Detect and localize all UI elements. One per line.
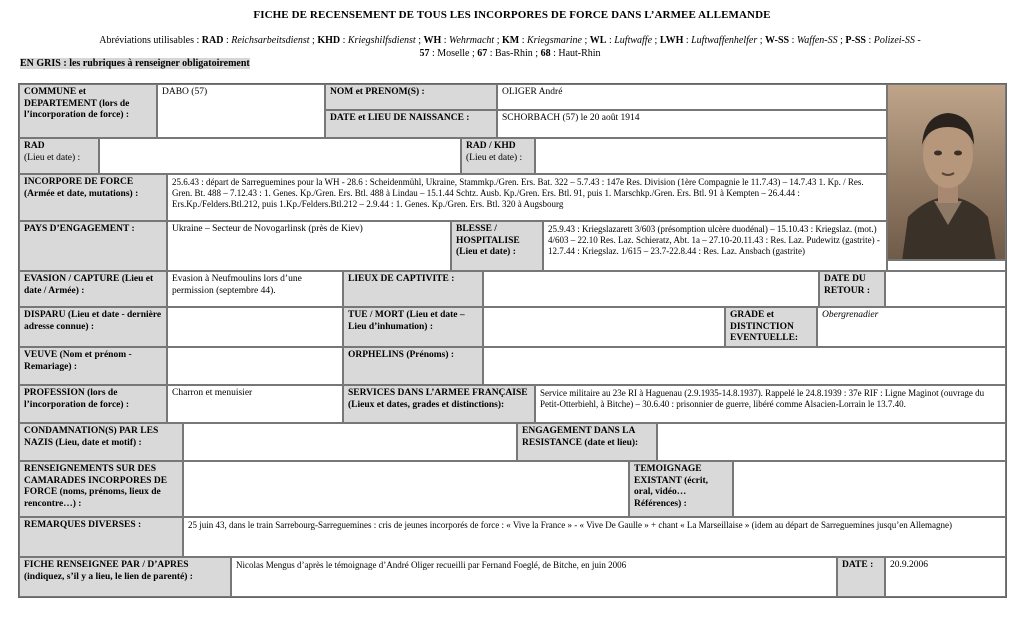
dept-code: 68 bbox=[540, 48, 551, 59]
evasion-value[interactable]: Evasion à Neufmoulins lors d’une permission (septembre 44). bbox=[167, 271, 343, 307]
dept-code: 57 bbox=[419, 48, 430, 59]
veuve-value[interactable] bbox=[167, 347, 343, 385]
commune-label: COMMUNE et DEPARTEMENT (lors de l’incorporation de force) : bbox=[19, 84, 157, 138]
abbr-code: LWH bbox=[659, 35, 684, 46]
naissance-value[interactable]: SCHORBACH (57) le 20 août 1914 bbox=[497, 110, 887, 138]
rad-label-title: RAD bbox=[24, 141, 45, 151]
blesse-value[interactable]: 25.9.43 : Kriegslazarett 3/603 (présomption ulcère duodénal) – 15.10.43 : Kriegslaz. (mot.) 4/603 – 22.10 Res. Laz. Schieratz, Abt. 1a – 27.10-20.11.43 : Res. Laz. Pudewitz (gastrite) - 12.7.44 : Kriegslaz. 1/615 – 23.7-22.8.44 : Res. Laz. Ansbach (gastrite) bbox=[543, 221, 887, 271]
incorpore-value[interactable]: 25.6.43 : départ de Sarreguemines pour la WH - 28.6 : Scheidenmühl, Ukraine, Stammkp./Gren. Ers. Bat. 322 – 5.7.43 : 147e Res. Division (1ère Compagnie le 11.7.43) – 14.7.43 1. Kp. / Res. Gren. Bt. 488 – 7.12.43 : 1. Genes. Kp./Gren. Ers. Btl. 488 à Lindau – 15.1.44 Schtz. Ausb. Kp./Gren. Ers. Btl. 91, puis 1. Marschkp./Gren. Ers. Btl. 91 à Kempten – 26.4.44 : Ers.Kp./Felders.Btl.212, puis 1.Kp./Felders.Btl.212 – 2.9.44 : 1. Genes. Kp./Gren. Ers. Btl. 320 à Augsbourg bbox=[167, 174, 887, 221]
veuve-label: VEUVE (Nom et prénom - Remariage) : bbox=[19, 347, 167, 385]
date-label: DATE : bbox=[837, 557, 885, 597]
date-value[interactable]: 20.9.2006 bbox=[885, 557, 1006, 597]
nom-value[interactable]: OLIGER André bbox=[497, 84, 887, 110]
abbreviations-lead: Abréviations utilisables : bbox=[99, 35, 202, 46]
profession-label: PROFESSION (lors de l’incorporation de force) : bbox=[19, 385, 167, 423]
dept-name: : Haut-Rhin bbox=[550, 48, 601, 59]
orphelins-value[interactable] bbox=[483, 347, 1006, 385]
camarades-value[interactable] bbox=[183, 461, 629, 517]
abbr-code: WH bbox=[423, 35, 442, 46]
retour-value[interactable] bbox=[885, 271, 1006, 307]
disparu-value[interactable] bbox=[167, 307, 343, 347]
soldier-portrait bbox=[887, 84, 1006, 260]
resistance-label: ENGAGEMENT DANS LA RESISTANCE (date et lieu): bbox=[517, 423, 657, 461]
commune-value[interactable]: DABO (57) bbox=[157, 84, 325, 138]
form-title: FICHE DE RECENSEMENT DE TOUS LES INCORPORES DE FORCE DANS L’ARMEE ALLEMANDE bbox=[253, 9, 771, 21]
camarades-label: RENSEIGNEMENTS SUR DES CAMARADES INCORPORES DE FORCE (noms, prénoms, lieux de rencontre…) : bbox=[19, 461, 183, 517]
remarques-label: REMARQUES DIVERSES : bbox=[19, 517, 183, 557]
disparu-label: DISPARU (Lieu et date - dernière adresse connue) : bbox=[19, 307, 167, 347]
pays-value[interactable]: Ukraine – Secteur de Novogarlinsk (près de Kiev) bbox=[167, 221, 451, 271]
abbr-meaning: Luftwaffe bbox=[614, 35, 653, 46]
photo-spacer bbox=[887, 260, 1006, 271]
abbr-meaning: Polizei-SS bbox=[873, 35, 915, 46]
blesse-label: BLESSE / HOSPITALISE (Lieu et date) : bbox=[451, 221, 543, 271]
condamnation-value[interactable] bbox=[183, 423, 517, 461]
temoignage-value[interactable] bbox=[733, 461, 1006, 517]
radkhd-label bbox=[461, 138, 535, 174]
orphelins-label: ORPHELINS (Prénoms) : bbox=[343, 347, 483, 385]
incorpore-label: INCORPORE DE FORCE (Armée et date, mutations) : bbox=[19, 174, 167, 221]
radkhd-label-sub: (Lieu et date) : bbox=[466, 152, 523, 163]
abbreviations-line: Abréviations utilisables : RAD : Reichsarbeitsdienst ; KHD : Kriegshilfsdienst ; WH : Wehrmacht ; KM : Kriegsmarine ; WL : Luftwaffe ; LWH : Luftwaffenhelfer ; W-SS : Waffen-SS ; P-SS : Polizei-SS - 57 : Moselle ; 67 : Bas-Rhin ; 68 : Haut-Rhin bbox=[99, 35, 921, 59]
condamnation-label: CONDAMNATION(S) PAR LES NAZIS (Lieu, date et motif) : bbox=[19, 423, 183, 461]
dept-name: : Bas-Rhin bbox=[487, 48, 533, 59]
abbr-meaning: Waffen-SS bbox=[796, 35, 838, 46]
tue-value[interactable] bbox=[483, 307, 725, 347]
abbr-code: KM bbox=[502, 35, 520, 46]
abbr-meaning: Kriegshilfsdienst bbox=[347, 35, 416, 46]
resistance-value[interactable] bbox=[657, 423, 1006, 461]
abbr-code: KHD bbox=[317, 35, 341, 46]
rad-value[interactable] bbox=[99, 138, 461, 174]
rad-label-sub: (Lieu et date) : bbox=[24, 152, 81, 163]
evasion-label: EVASION / CAPTURE (Lieu et date / Armée) : bbox=[19, 271, 167, 307]
abbr-meaning: Reichsarbeitsdienst bbox=[231, 35, 310, 46]
dept-name: : Moselle bbox=[429, 48, 470, 59]
nom-label: NOM et PRENOM(S) : bbox=[325, 84, 497, 110]
radkhd-label-title: RAD / KHD bbox=[466, 141, 516, 151]
abbr-meaning: Luftwaffenhelfer bbox=[691, 35, 758, 46]
abbr-meaning: Wehrmacht bbox=[449, 35, 495, 46]
profession-value[interactable]: Charron et menuisier bbox=[167, 385, 343, 423]
abbr-code: WL bbox=[589, 35, 607, 46]
services-label: SERVICES DANS L’ARMEE FRANÇAISE (Lieux et dates, grades et distinctions): bbox=[343, 385, 535, 423]
dept-code: 67 bbox=[477, 48, 488, 59]
services-value[interactable]: Service militaire au 23e RI à Haguenau (2.9.1935-14.8.1937). Rappelé le 24.8.1939 : 37e RIF : Ligne Maginot (ouvrage du Petit-Otterbiehl, à Bitche) – 30.6.40 : prisonnier de guerre, libéré comme Alsacien-Lorrain le 13.7.40. bbox=[535, 385, 1006, 423]
abbr-code: P-SS bbox=[845, 35, 866, 46]
fiche-label: FICHE RENSEIGNEE PAR / D’APRES (indiquez, s’il y a lieu, le lien de parenté) : bbox=[19, 557, 231, 597]
remarques-value[interactable]: 25 juin 43, dans le train Sarrebourg-Sarreguemines : cris de jeunes incorporés de force : « Vive la France » - « Vive De Gaulle » + chant « La Marseillaise » (idem au départ de Sarreguemines jusqu’en Allemagne) bbox=[183, 517, 1006, 557]
abbr-code: W-SS bbox=[765, 35, 790, 46]
portrait-photo-icon bbox=[888, 85, 1006, 260]
temoignage-label: TEMOIGNAGE EXISTANT (écrit, oral, vidéo…Références) : bbox=[629, 461, 733, 517]
pays-label: PAYS D’ENGAGEMENT : bbox=[19, 221, 167, 271]
gray-legend-label: EN GRIS bbox=[20, 58, 61, 69]
captivite-value[interactable] bbox=[483, 271, 819, 307]
gray-legend-text: : les rubriques à renseigner obligatoirement bbox=[60, 58, 250, 69]
radkhd-value[interactable] bbox=[535, 138, 887, 174]
gray-legend bbox=[20, 58, 250, 69]
captivite-label: LIEUX DE CAPTIVITE : bbox=[343, 271, 483, 307]
naissance-label: DATE et LIEU DE NAISSANCE : bbox=[325, 110, 497, 138]
retour-label: DATE DU RETOUR : bbox=[819, 271, 885, 307]
abbr-meaning: Kriegsmarine bbox=[527, 35, 582, 46]
grade-label: GRADE et DISTINCTION EVENTUELLE: bbox=[725, 307, 817, 347]
rad-label bbox=[19, 138, 99, 174]
tue-label: TUE / MORT (Lieu et date – Lieu d’inhumation) : bbox=[343, 307, 483, 347]
grade-value[interactable]: Obergrenadier bbox=[817, 307, 1006, 347]
abbr-code: RAD bbox=[201, 35, 224, 46]
fiche-value[interactable]: Nicolas Mengus d’après le témoignage d’André Oliger recueilli par Fernand Foeglé, de Bitche, en juin 2006 bbox=[231, 557, 837, 597]
census-form bbox=[18, 83, 1007, 598]
